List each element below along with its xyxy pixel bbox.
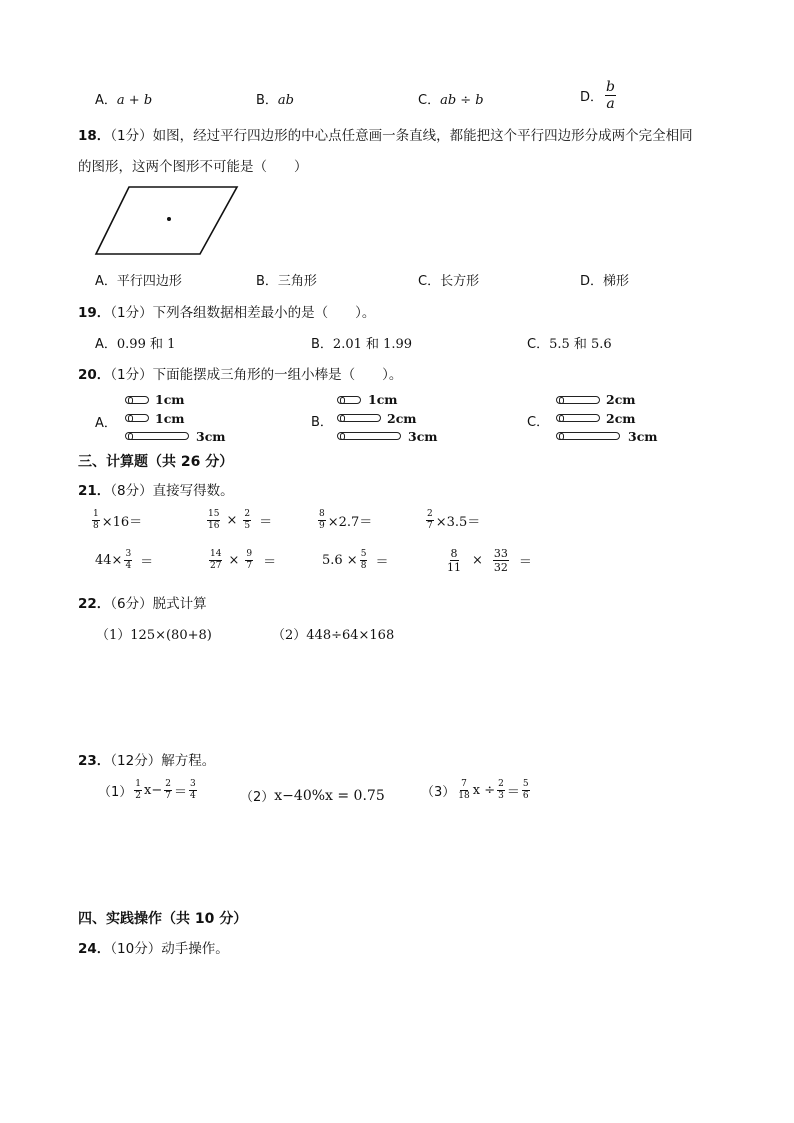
center-point [167,217,171,221]
stick-2cm [337,414,381,422]
stick-1cm [125,396,149,404]
q21-item-6: $\frac{14}{27}$ × $\frac{9}{7}$ ＝ [210,549,277,571]
q20-question: 20．（1分）下面能摆成三角形的一组小棒是（ ）。 [78,367,403,383]
q17-option-c[interactable]: C．ab ÷ b [418,93,484,108]
q23-equation-3: （3） $\frac{7}{18}$ x ÷ $\frac{2}{3}$ ＝ $\frac{5}{6}$ [421,779,529,801]
q21-question: 21．（8分）直接写得数。 [78,483,234,499]
q17-option-a[interactable]: A．a + b [95,93,153,108]
stick-label: 1cm [368,392,398,407]
q17-option-d[interactable]: D． $\frac{b}{a}$ [580,79,615,112]
section-4-title: 四、实践操作（共 10 分） [78,911,248,927]
q24-question: 24．（10分）动手操作。 [78,941,229,957]
q20-option-a-letter[interactable]: A． [95,416,117,431]
stick-3cm [125,432,189,440]
q18-option-d[interactable]: D．梯形 [580,274,630,289]
parallelogram-shape [96,187,237,254]
stick-1cm [125,414,149,422]
q23-question: 23．（12分）解方程。 [78,753,216,769]
q22-item-1: （1）125×(80+8) [96,628,212,643]
q18-option-a[interactable]: A．平行四边形 [95,274,182,289]
stick-2cm [556,414,600,422]
q21-item-4: $\frac{2}{7}$ ×3.5＝ [427,509,481,531]
q22-item-2: （2）448÷64×168 [272,628,395,643]
section-3-title: 三、计算题（共 26 分） [78,454,234,470]
q18-question: 18．（1分）如图，经过平行四边形的中心点任意画一条直线，都能把这个平行四边形分成两个完全相同 [78,128,693,144]
parallelogram-figure [92,184,242,258]
stick-label: 3cm [408,429,438,444]
q23-equation-2: （2） x−40%x = 0.75 [240,787,385,805]
q21-item-5: 44× $\frac{3}{4}$ ＝ [95,549,154,571]
stick-3cm [337,432,401,440]
stick-label: 1cm [155,411,185,426]
q23-equation-1: （1） $\frac{1}{2}$ x− $\frac{2}{7}$ ＝ $\frac{3}{4}$ [98,779,196,801]
q20-option-b-letter[interactable]: B． [311,415,333,430]
q18-option-c[interactable]: C．长方形 [418,274,480,289]
stick-label: 2cm [387,411,417,426]
q22-question: 22．（6分）脱式计算 [78,596,207,612]
q17-option-b[interactable]: B．ab [256,93,294,108]
stick-label: 2cm [606,411,636,426]
q21-item-1: $\frac{1}{8}$ ×16＝ [93,509,143,531]
q21-item-8: $\frac{8}{11}$ × $\frac{33}{32}$ ＝ [447,547,532,574]
q19-option-c[interactable]: C．5.5 和 5.6 [527,337,612,352]
q21-item-3: $\frac{8}{9}$ ×2.7＝ [319,509,373,531]
stick-label: 2cm [606,392,636,407]
stick-3cm [556,432,620,440]
stick-label: 3cm [628,429,658,444]
q18-question-line2: 的图形，这两个图形不可能是（ ） [78,159,308,175]
q21-item-2: $\frac{15}{16}$ × $\frac{2}{5}$ ＝ [208,509,273,531]
q19-option-b[interactable]: B．2.01 和 1.99 [311,337,413,352]
q20-option-c-letter[interactable]: C． [527,415,550,430]
q19-option-a[interactable]: A．0.99 和 1 [95,337,176,352]
q17-option-d-fraction: $\frac{b}{a}$ [606,79,615,112]
q19-question: 19．（1分）下列各组数据相差最小的是（ ）。 [78,305,376,321]
stick-label: 1cm [155,392,185,407]
stick-label: 3cm [196,429,226,444]
stick-1cm [337,396,361,404]
stick-2cm [556,396,600,404]
q18-option-b[interactable]: B．三角形 [256,274,317,289]
q21-item-7: 5.6 × $\frac{5}{8}$ ＝ [322,549,389,571]
